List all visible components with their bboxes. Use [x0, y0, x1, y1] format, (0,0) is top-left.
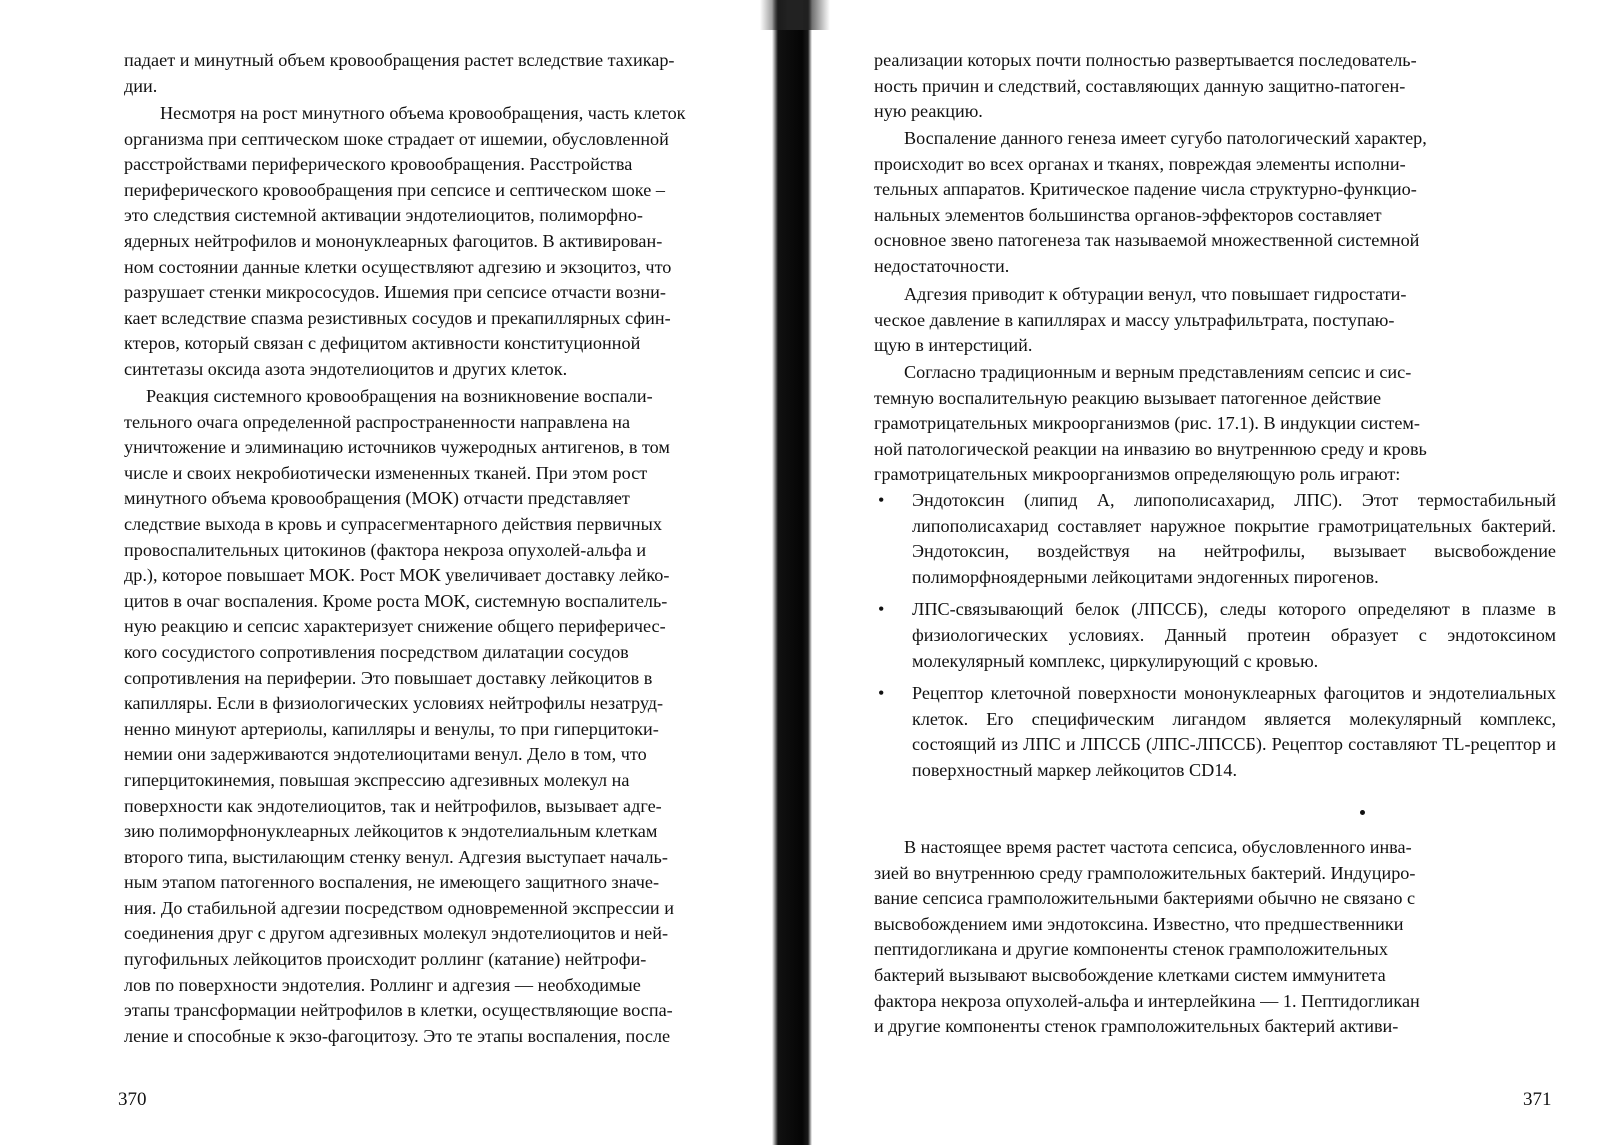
right-paragraph-3 [874, 282, 1556, 359]
right-paragraph-4 [874, 360, 1556, 488]
text-line: синтетазы оксида азота эндотелиоцитов и других клеток. [124, 358, 568, 379]
scan-speck [1360, 810, 1365, 815]
text-line: бактерий вызывают высвобождение клетками систем иммунитета [874, 964, 1386, 985]
page-number: 371 [1523, 1089, 1552, 1110]
text-line: капилляры. Если в физиологических условиях нейтрофилы незатруд- [124, 693, 664, 714]
text-line: провоспалительных цитокинов (фактора некроза опухолей-альфа и [124, 539, 647, 560]
text-line: Воспаление данного генеза имеет сугубо патологический характер, [904, 128, 1427, 148]
text-line: щую в интерстиций. [874, 335, 1033, 356]
text-line: пугофильных лейкоцитов происходит роллинг (катание) нейтрофи- [124, 949, 647, 970]
text-line: темную воспалительную реакцию вызывает патогенное действие [874, 387, 1382, 408]
list-item [874, 681, 1556, 783]
text-line: кает вследствие спазма резистивных сосудов и прекапиллярных сфин- [124, 307, 671, 328]
text-line: сопротивления на периферии. Это повышает доставку лейкоцитов в [124, 667, 653, 688]
bullet-icon: • [878, 599, 885, 620]
text-line: цитов в очаг воспаления. Кроме роста МОК, системную воспалитель- [124, 590, 668, 611]
text-line: минутного объема кровообращения (МОК) отчасти представляет [124, 488, 630, 509]
text-line: дии. [124, 75, 158, 96]
book-gutter-top [760, 0, 830, 30]
right-paragraph-1 [874, 48, 1556, 125]
book-gutter-shadow [772, 0, 812, 1145]
left-paragraph-1 [124, 48, 804, 99]
text-line: фактора некроза опухолей-альфа и интерлейкина — 1. Пептидогликан [874, 990, 1420, 1011]
text-line: ния. До стабильной адгезии посредством одновременной экспрессии и [124, 897, 674, 918]
text-line: разрушает стенки микрососудов. Ишемия при сепсисе отчасти возни- [124, 282, 666, 303]
text-line: ным этапом патогенного воспаления, не имеющего защитного значе- [124, 872, 660, 893]
text-line: поверхности как эндотелиоцитов, так и нейтрофилов, вызывает адге- [124, 795, 662, 816]
bullet-icon: • [878, 490, 885, 510]
left-paragraph-2 [124, 101, 804, 383]
left-paragraph-3 [124, 384, 804, 1049]
text-line: зию полиморфнонуклеарных лейкоцитов к эндотелиальным клеткам [124, 821, 658, 842]
text-line: Согласно традиционным и верным представлениям сепсис и сис- [904, 362, 1412, 382]
text-line: ной патологической реакции на инвазию во внутреннюю среду и кровь [874, 438, 1427, 459]
text-line: Адгезия приводит к обтурации венул, что повышает гидростати- [904, 284, 1407, 304]
bullet-icon: • [878, 683, 885, 704]
text-line: высвобождением ими эндотоксина. Известно, что предшественники [874, 913, 1404, 934]
text-line: ную реакцию. [874, 101, 983, 122]
text-line: этапы трансформации нейтрофилов в клетки, осуществляющие воспа- [124, 1000, 673, 1021]
text-line: это следствия системной активации эндотелиоцитов, полиморфно- [124, 205, 643, 226]
text-line: ном состоянии данные клетки осуществляют адгезию и экзоцитоз, что [124, 256, 672, 277]
text-line: вание сепсиса грамположительными бактериями обычно не связано с [874, 888, 1416, 909]
text-line: ность причин и следствий, составляющих данную защитно-патоген- [874, 75, 1406, 96]
text-line: падает и минутный объем кровообращения растет вследствие тахикар- [124, 50, 675, 70]
text-line: ктеров, который связан с дефицитом активности конституционной [124, 333, 641, 354]
text-line: лов по поверхности эндотелия. Роллинг и адгезия — необходимые [124, 974, 641, 995]
text-line: числе и своих некробиотически измененных тканей. При этом рост [124, 462, 648, 483]
right-paragraph-5 [874, 835, 1556, 1040]
text-line: тельного очага определенной распространенности направлена на [124, 411, 631, 432]
text-line: и другие компоненты стенок грамположительных бактерий активи- [874, 1016, 1399, 1037]
bullet-list [874, 488, 1556, 791]
text-line: ление и способные к экзо-фагоцитозу. Это те этапы воспаления, после [124, 1025, 671, 1046]
text-line: нальных элементов большинства органов-эффекторов составляет [874, 204, 1382, 225]
text-line: ную реакцию и сепсис характеризует снижение общего периферичес- [124, 616, 666, 637]
list-item-text: Эндотоксин (липид А, липополисахарид, ЛПС). Этот термостабильный липополисахарид составляет наружное покрытие грамотрицательных бактерий. Эндотоксин, воздействуя на нейтрофилы, вызывает высвобождение полиморфноядерными лейкоцитами эндогенных пирогенов. [912, 490, 1556, 587]
text-line: кого сосудистого сопротивления посредством дилатации сосудов [124, 641, 629, 662]
text-line: основное звено патогенеза так называемой множественной системной [874, 230, 1420, 251]
page-number: 370 [118, 1089, 147, 1110]
right-page [830, 0, 1600, 1145]
text-line: грамотрицательных микроорганизмов (рис. 17.1). В индукции систем- [874, 413, 1420, 434]
text-line: ческое давление в капиллярах и массу ультрафильтрата, поступаю- [874, 309, 1395, 330]
text-line: периферического кровообращения при сепсисе и септическом шоке – [124, 179, 665, 200]
text-line: следствие выхода в кровь и супрасегментарного действия первичных [124, 513, 662, 534]
text-line: Реакция системного кровообращения на возникновение воспали- [146, 386, 653, 406]
text-line: реализации которых почти полностью развертывается последователь- [874, 50, 1417, 70]
text-line: происходит во всех органах и тканях, повреждая элементы исполни- [874, 153, 1406, 174]
list-item-text: ЛПС-связывающий белок (ЛПССБ), следы которого определяют в плазме в физиологических условиях. Данный протеин образует с эндотоксином молекулярный комплекс, циркулирующий с кровью. [912, 599, 1556, 671]
right-paragraph-2 [874, 126, 1556, 280]
text-line: немии они задерживаются эндотелиоцитами венул. Дело в том, что [124, 744, 647, 765]
text-line: др.), которое повышает МОК. Рост МОК увеличивает доставку лейко- [124, 565, 670, 586]
text-line: В настоящее время растет частота сепсиса, обусловленного инва- [904, 837, 1412, 857]
text-line: грамотрицательных микроорганизмов определяющую роль играют: [874, 464, 1401, 485]
list-item [874, 597, 1556, 674]
text-line: гиперцитокинемия, повышая экспрессию адгезивных молекул на [124, 769, 630, 790]
text-line: уничтожение и элиминацию источников чужеродных антигенов, в том [124, 437, 670, 458]
text-line: расстройствами периферического кровообращения. Расстройства [124, 154, 633, 175]
text-line: ненно минуют артериолы, капилляры и венулы, то при гиперцитоки- [124, 718, 659, 739]
list-item [874, 488, 1556, 590]
text-line: тельных аппаратов. Критическое падение числа структурно-функцио- [874, 179, 1417, 200]
text-line: второго типа, выстилающим стенку венул. Адгезия выступает началь- [124, 846, 668, 867]
text-line: Несмотря на рост минутного объема кровообращения, часть клеток [160, 103, 686, 123]
text-line: ядерных нейтрофилов и мононуклеарных фагоцитов. В активирован- [124, 230, 663, 251]
text-line: зией во внутреннюю среду грамположительных бактерий. Индуциро- [874, 862, 1416, 883]
text-line: пептидогликана и другие компоненты стенок грамположительных [874, 939, 1388, 960]
list-item-text: Рецептор клеточной поверхности мононуклеарных фагоцитов и эндотелиальных клеток. Его специфическим лигандом является молекулярный комплекс, состоящий из ЛПС и ЛПССБ (ЛПС-ЛПССБ). Рецептор составляют TL-рецептор и поверхностный маркер лейкоцитов CD14. [912, 683, 1556, 780]
text-line: недостаточности. [874, 255, 1010, 276]
text-line: организма при септическом шоке страдает от ишемии, обусловленной [124, 128, 669, 149]
text-line: соединения друг с другом адгезивных молекул эндотелиоцитов и ней- [124, 923, 669, 944]
